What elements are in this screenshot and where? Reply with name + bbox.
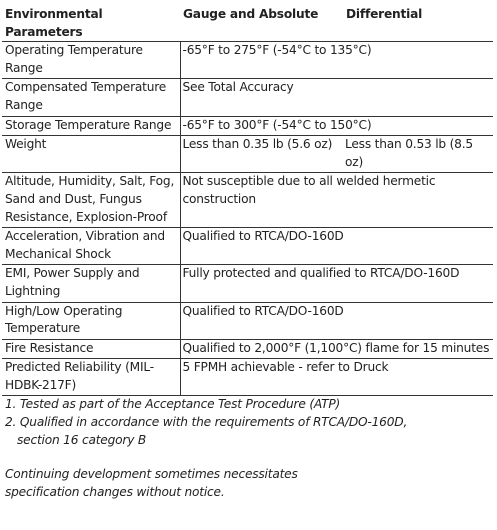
table-row-altitude-humidity bbox=[2, 173, 493, 228]
param-label: Storage Temperature Range bbox=[2, 116, 180, 136]
table-row-storage-temperature bbox=[2, 116, 493, 136]
param-label: Predicted Reliability (MIL-HDBK-217F) bbox=[2, 359, 180, 396]
specification-sheet bbox=[2, 5, 493, 501]
param-label: Altitude, Humidity, Salt, Fog, Sand and Dust, Fungus Resistance, Explosion-Proof bbox=[2, 173, 180, 228]
disclaimer-line-2: specification changes without notice. bbox=[5, 484, 225, 499]
header-differential: Differential bbox=[343, 5, 493, 42]
footnote-2-continued: section 16 category B bbox=[17, 432, 147, 447]
param-label: Weight bbox=[2, 136, 180, 173]
weight-differential-value: Less than 0.53 lb (8.5 oz) bbox=[343, 136, 493, 173]
table-row-emi-power-lightning bbox=[2, 265, 493, 302]
param-label: Fire Resistance bbox=[2, 339, 180, 359]
table-row-operating-temperature bbox=[2, 42, 493, 79]
param-label: Acceleration, Vibration and Mechanical Shock bbox=[2, 228, 180, 265]
param-label: Compensated Temperature Range bbox=[2, 79, 180, 116]
header-gauge-and-absolute: Gauge and Absolute bbox=[180, 5, 343, 42]
disclaimer-line-1: Continuing development sometimes necessitates bbox=[5, 467, 298, 482]
footnote-1: 1. Tested as part of the Acceptance Test Procedure (ATP) bbox=[5, 397, 341, 412]
table-header-row bbox=[2, 5, 493, 42]
footnotes bbox=[2, 396, 493, 501]
param-value: Qualified to RTCA/DO-160D bbox=[180, 302, 493, 339]
param-value: Not susceptible due to all welded hermetic construction bbox=[180, 173, 493, 228]
table-row-weight bbox=[2, 136, 493, 173]
param-label: Operating Temperature Range bbox=[2, 42, 180, 79]
table-row-compensated-temperature bbox=[2, 79, 493, 116]
header-environmental-parameters: Environmental Parameters bbox=[2, 5, 180, 42]
param-value: Qualified to 2,000°F (1,100°C) flame for 15 minutes bbox=[180, 339, 493, 359]
table-row-predicted-reliability bbox=[2, 359, 493, 396]
footnote-2: 2. Qualified in accordance with the requirements of RTCA/DO-160D, bbox=[5, 415, 408, 430]
param-value: -65°F to 275°F (-54°C to 135°C) bbox=[180, 42, 493, 79]
param-value: -65°F to 300°F (-54°C to 150°C) bbox=[180, 116, 493, 136]
param-value: Qualified to RTCA/DO-160D bbox=[180, 228, 493, 265]
table-row-fire-resistance bbox=[2, 339, 493, 359]
table-row-high-low-operating-temperature bbox=[2, 302, 493, 339]
param-value: 5 FPMH achievable - refer to Druck bbox=[180, 359, 493, 396]
param-value: See Total Accuracy bbox=[180, 79, 493, 116]
param-label: High/Low Operating Temperature bbox=[2, 302, 180, 339]
table-row-acceleration-vibration bbox=[2, 228, 493, 265]
param-value: Fully protected and qualified to RTCA/DO-160D bbox=[180, 265, 493, 302]
weight-gauge-value: Less than 0.35 lb (5.6 oz) bbox=[180, 136, 343, 173]
environmental-parameters-table bbox=[2, 5, 493, 396]
param-label: EMI, Power Supply and Lightning bbox=[2, 265, 180, 302]
